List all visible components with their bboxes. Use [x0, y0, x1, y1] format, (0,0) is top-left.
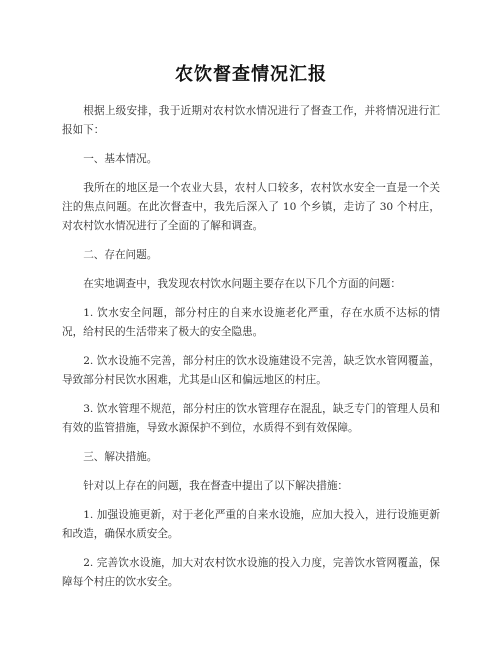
problem-item-3: 3. 饮水管理不规范，部分村庄的饮水管理存在混乱，缺乏专门的管理人员和有效的监管措施，导致水源保护不到位，水质得不到有效保障。: [62, 403, 440, 434]
paragraph-solutions-intro: 针对以上存在的问题，我在督查中提出了以下解决措施：: [83, 480, 349, 492]
section-heading-problems: 二、存在问题。: [83, 249, 158, 261]
document-title: 农饮督查情况汇报: [175, 64, 327, 85]
paragraph-problems-intro: 在实地调查中，我发现农村饮水问题主要存在以下几个方面的问题：: [83, 278, 401, 290]
solution-item-1: 1. 加强设施更新，对于老化严重的自来水设施，应加大投入，进行设施更新和改造，确保水质安全。: [62, 509, 440, 540]
paragraph-intro: 根据上级安排，我于近期对农村饮水情况进行了督查工作，并将情况进行汇报如下：: [62, 105, 440, 136]
problem-item-1: 1. 饮水安全问题，部分村庄的自来水设施老化严重，存在水质不达标的情况，给村民的生活带来了极大的安全隐患。: [62, 307, 440, 338]
paragraph-basic-situation: 我所在的地区是一个农业大县，农村人口较多，农村饮水安全一直是一个关注的焦点问题。在此次督查中，我先后深入了 10 个乡镇，走访了 30 个村庄，对农村饮水情况进行了全面的了解和调查。: [62, 182, 440, 232]
section-heading-basic: 一、基本情况。: [83, 153, 158, 165]
solution-item-2: 2. 完善饮水设施，加大对农村饮水设施的投入力度，完善饮水管网覆盖，保障每个村庄的饮水安全。: [62, 557, 440, 588]
problem-item-2: 2. 饮水设施不完善，部分村庄的饮水设施建设不完善，缺乏饮水管网覆盖，导致部分村民饮水困难，尤其是山区和偏远地区的村庄。: [62, 355, 440, 386]
section-heading-solutions: 三、解决措施。: [83, 451, 158, 463]
